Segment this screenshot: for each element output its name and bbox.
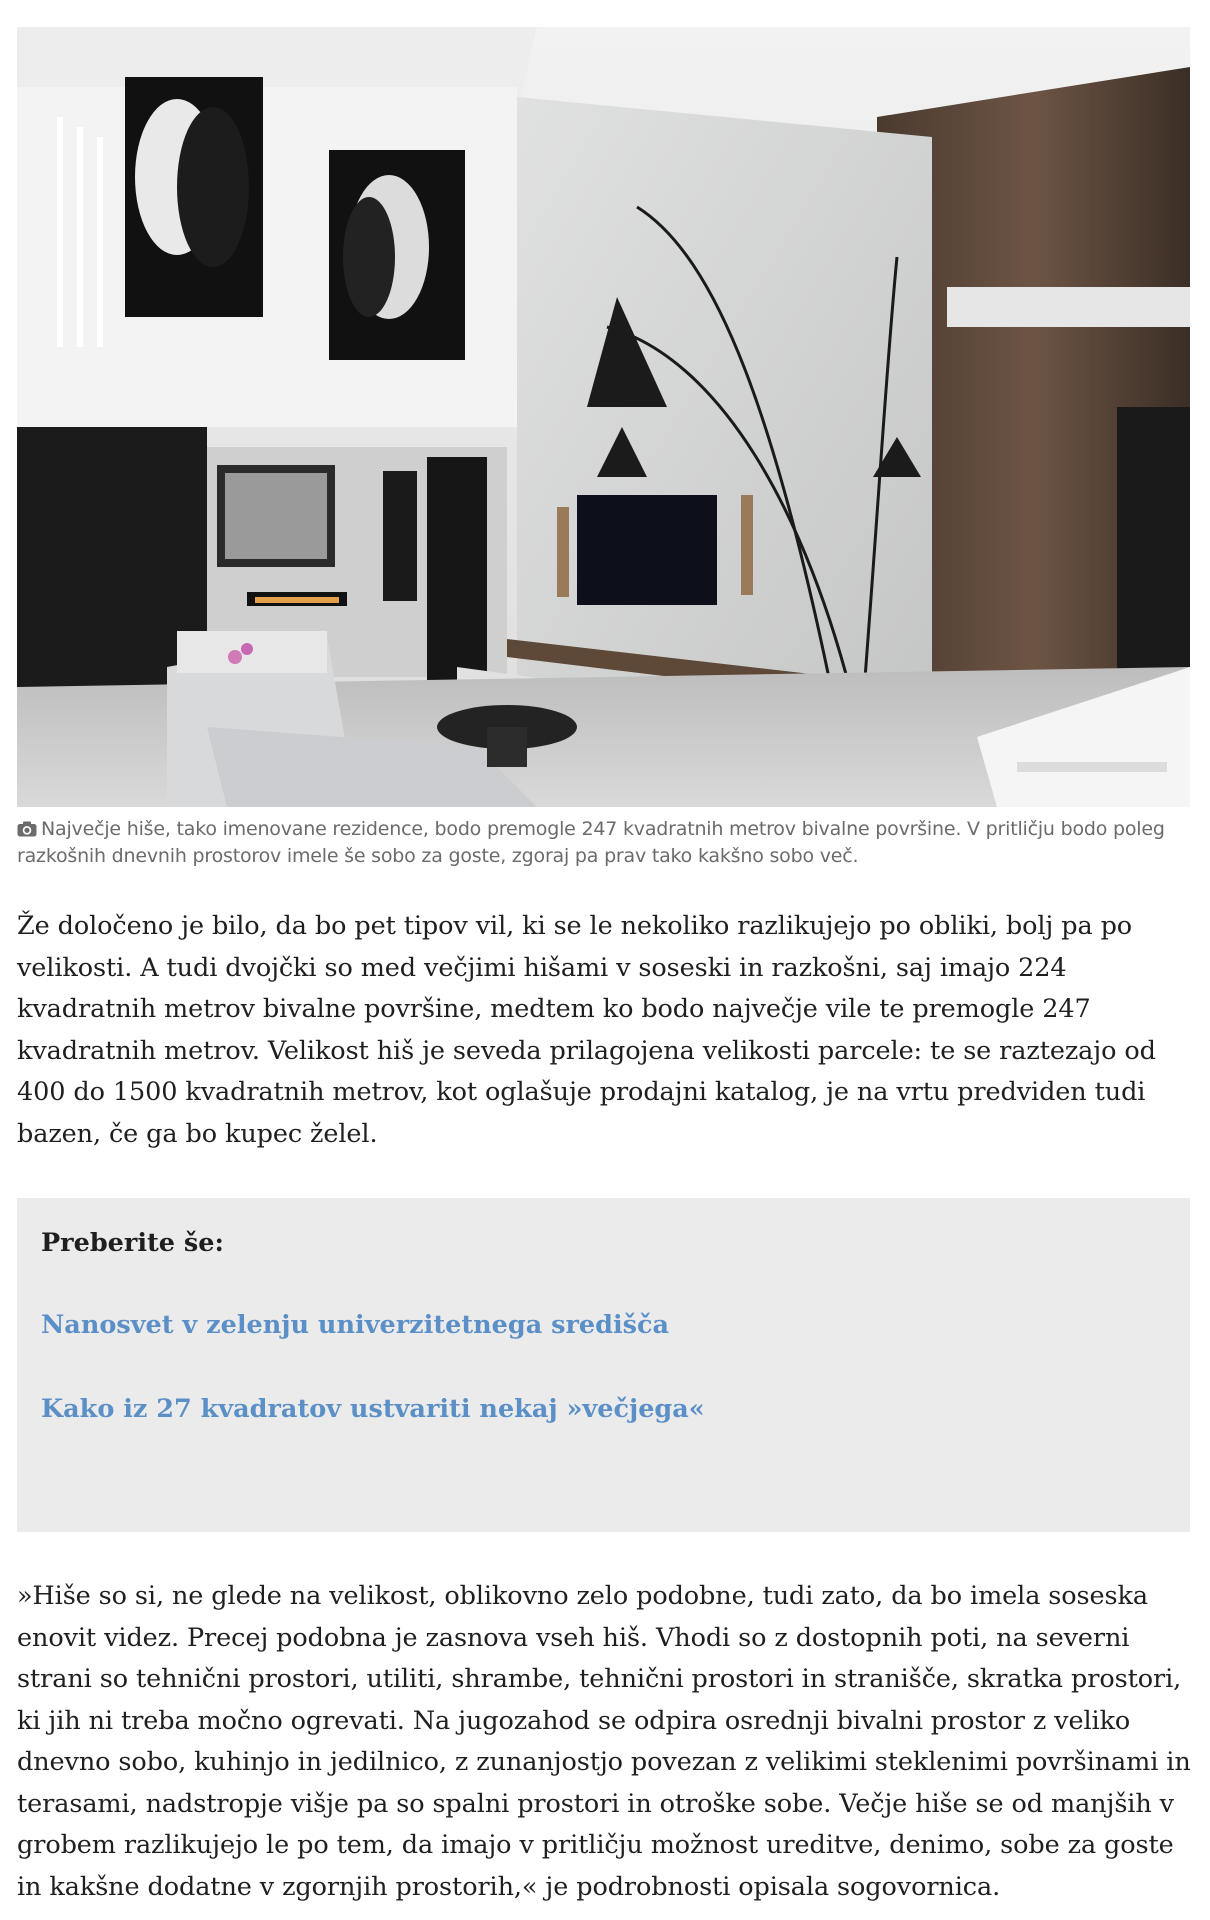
article-paragraph-2: »Hiše so si, ne glede na velikost, oblikovno zelo podobne, tudi zato, da bo imela soseska enovit videz. Precej podobna je zasnova vseh hiš. Vhodi so z dostopnih poti, na severni strani so tehnični prostori, utiliti, shrambe, tehnični prostori in stranišče, skratka prostori, ki jih ni treba močno ogrevati. Na jugozahod se odpira osrednji bivalni prostor z veliko dnevno sobo, kuhinjo in jedilnico, z zunanjostjo povezan z velikimi steklenimi površinami in terasami, nadstropje višje pa so spalni prostori in otroške sobe. Večje hiše se od manjših v grobem razlikujejo le po tem, da imajo v pritličju možnost ureditve, denimo, sobe za goste in kakšne dodatne v zgornjih prostorih,« je podrobnosti opisala sogovornica. bbox=[17, 1581, 1191, 1902]
caption-text: Največje hiše, tako imenovane rezidence, bodo premogle 247 kvadratnih metrov bivalne površine. V pritličju bodo poleg razkošnih dnevnih prostorov imele še sobo za goste, zgoraj pa prav tako kakšno sobo več. bbox=[17, 818, 1165, 867]
related-heading: Preberite še: bbox=[41, 1228, 224, 1258]
camera-icon bbox=[17, 819, 37, 844]
related-link-27-kvadratov[interactable]: Kako iz 27 kvadratov ustvariti nekaj »večjega« bbox=[41, 1394, 705, 1424]
related-link-nanosvet[interactable]: Nanosvet v zelenju univerzitetnega središča bbox=[41, 1310, 670, 1340]
article-figure bbox=[17, 27, 1190, 869]
interior-photo[interactable] bbox=[17, 27, 1190, 807]
related-articles-box bbox=[17, 1198, 1190, 1532]
image-caption bbox=[17, 817, 1190, 869]
article-paragraph-1: Že določeno je bilo, da bo pet tipov vil, ki se le nekoliko razlikujejo po obliki, bolj pa po velikosti. A tudi dvojčki so med večjimi hišami v soseski in razkošni, saj imajo 224 kvadratnih metrov bivalne površine, medtem ko bodo največje vile te premogle 247 kvadratnih metrov. Velikost hiš je seveda prilagojena velikosti parcele: te se raztezajo od 400 do 1500 kvadratnih metrov, kot oglašuje prodajni katalog, je na vrtu predviden tudi bazen, če ga bo kupec želel. bbox=[17, 911, 1156, 1149]
